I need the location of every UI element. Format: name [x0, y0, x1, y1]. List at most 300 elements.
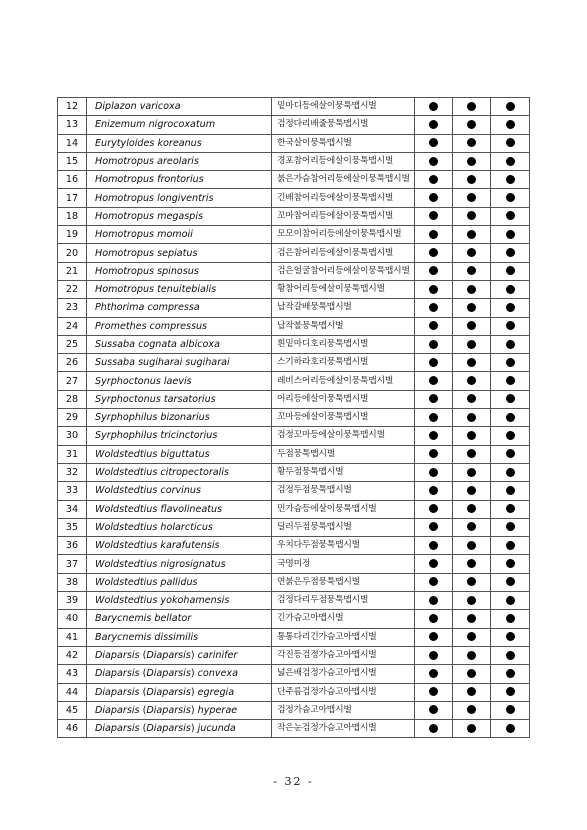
row-number: 31 [58, 445, 87, 463]
presence-cell-2 [453, 207, 491, 225]
table-row [58, 226, 530, 244]
presence-cell-3 [491, 500, 530, 518]
filled-circle-icon [429, 705, 438, 714]
scientific-name: Homotropus frontorius [87, 171, 272, 189]
presence-cell-2 [453, 262, 491, 280]
table-row [58, 646, 530, 664]
presence-cell-1 [415, 390, 453, 408]
korean-name: 각진등검정가슴고아맵시벌 [272, 646, 415, 664]
table-row [58, 244, 530, 262]
filled-circle-icon [429, 193, 438, 202]
presence-cell-2 [453, 244, 491, 262]
presence-cell-3 [491, 299, 530, 317]
presence-cell-3 [491, 152, 530, 170]
presence-cell-1 [415, 134, 453, 152]
presence-cell-2 [453, 592, 491, 610]
presence-cell-2 [453, 390, 491, 408]
presence-cell-2 [453, 189, 491, 207]
scientific-name: Diaparsis (Diaparsis) egregia [87, 683, 272, 701]
table-row [58, 98, 530, 116]
scientific-name: Woldstedtius corvinus [87, 482, 272, 500]
presence-cell-3 [491, 262, 530, 280]
table-row [58, 537, 530, 555]
filled-circle-icon [429, 175, 438, 184]
filled-circle-icon [467, 230, 476, 239]
row-number: 42 [58, 646, 87, 664]
table-row [58, 500, 530, 518]
filled-circle-icon [506, 175, 515, 184]
filled-circle-icon [506, 248, 515, 257]
presence-cell-1 [415, 244, 453, 262]
row-number: 13 [58, 116, 87, 134]
presence-cell-3 [491, 646, 530, 664]
presence-cell-1 [415, 720, 453, 738]
presence-cell-1 [415, 152, 453, 170]
filled-circle-icon [429, 541, 438, 550]
row-number: 25 [58, 335, 87, 353]
row-number: 26 [58, 354, 87, 372]
filled-circle-icon [467, 413, 476, 422]
presence-cell-2 [453, 701, 491, 719]
filled-circle-icon [429, 614, 438, 623]
table-row [58, 207, 530, 225]
presence-cell-3 [491, 189, 530, 207]
scientific-name: Woldstedtius flavolineatus [87, 500, 272, 518]
filled-circle-icon [506, 266, 515, 275]
table-row [58, 720, 530, 738]
presence-cell-2 [453, 226, 491, 244]
filled-circle-icon [467, 102, 476, 111]
presence-cell-1 [415, 628, 453, 646]
filled-circle-icon [506, 669, 515, 678]
subgenus-paren: ) [190, 668, 195, 680]
filled-circle-icon [506, 522, 515, 531]
presence-cell-1 [415, 500, 453, 518]
korean-name: 딜러두점뭉툭맵시벌 [272, 518, 415, 536]
filled-circle-icon [506, 614, 515, 623]
filled-circle-icon [467, 211, 476, 220]
table-row [58, 592, 530, 610]
filled-circle-icon [506, 724, 515, 733]
presence-cell-3 [491, 463, 530, 481]
filled-circle-icon [506, 559, 515, 568]
scientific-name: Syrphoctonus tarsatorius [87, 390, 272, 408]
korean-name: 통통다리긴가슴고아맵시벌 [272, 628, 415, 646]
presence-cell-3 [491, 354, 530, 372]
filled-circle-icon [506, 376, 515, 385]
presence-cell-1 [415, 427, 453, 445]
subgenus-paren: ( [142, 686, 147, 698]
korean-name: 레비스어리등에살이뭉툭맵시벌 [272, 372, 415, 390]
filled-circle-icon [506, 705, 515, 714]
filled-circle-icon [506, 340, 515, 349]
presence-cell-1 [415, 482, 453, 500]
presence-cell-2 [453, 372, 491, 390]
presence-cell-2 [453, 573, 491, 591]
scientific-name: Syrphoctonus laevis [87, 372, 272, 390]
presence-cell-1 [415, 116, 453, 134]
presence-cell-2 [453, 463, 491, 481]
filled-circle-icon [429, 651, 438, 660]
row-number: 30 [58, 427, 87, 445]
filled-circle-icon [506, 157, 515, 166]
filled-circle-icon [429, 577, 438, 586]
presence-cell-3 [491, 537, 530, 555]
row-number: 33 [58, 482, 87, 500]
presence-cell-3 [491, 683, 530, 701]
scientific-name: Homotropus areolaris [87, 152, 272, 170]
presence-cell-1 [415, 683, 453, 701]
presence-cell-1 [415, 98, 453, 116]
filled-circle-icon [467, 687, 476, 696]
filled-circle-icon [506, 193, 515, 202]
table-row [58, 518, 530, 536]
presence-cell-1 [415, 646, 453, 664]
korean-name: 국명미정 [272, 555, 415, 573]
table-row [58, 445, 530, 463]
korean-name: 모모이참어리등에살이뭉툭맵시벌 [272, 226, 415, 244]
table-row [58, 573, 530, 591]
filled-circle-icon [467, 522, 476, 531]
korean-name: 경포참어리등에살이뭉툭맵시벌 [272, 152, 415, 170]
filled-circle-icon [506, 687, 515, 696]
presence-cell-2 [453, 555, 491, 573]
filled-circle-icon [467, 651, 476, 660]
filled-circle-icon [467, 358, 476, 367]
filled-circle-icon [467, 285, 476, 294]
row-number: 32 [58, 463, 87, 481]
presence-cell-1 [415, 262, 453, 280]
row-number: 43 [58, 665, 87, 683]
korean-name: 두점뭉툭맵시벌 [272, 445, 415, 463]
presence-cell-1 [415, 372, 453, 390]
presence-cell-2 [453, 152, 491, 170]
table-row [58, 701, 530, 719]
filled-circle-icon [429, 266, 438, 275]
filled-circle-icon [429, 413, 438, 422]
page-number: - 32 - [273, 775, 314, 788]
table-row [58, 482, 530, 500]
presence-cell-2 [453, 354, 491, 372]
presence-cell-2 [453, 171, 491, 189]
filled-circle-icon [467, 468, 476, 477]
presence-cell-1 [415, 207, 453, 225]
filled-circle-icon [467, 559, 476, 568]
presence-cell-3 [491, 280, 530, 298]
scientific-name: Homotropus longiventris [87, 189, 272, 207]
presence-cell-1 [415, 299, 453, 317]
table-row [58, 427, 530, 445]
table-row [58, 335, 530, 353]
presence-cell-2 [453, 628, 491, 646]
korean-name: 연붉은두점뭉툭맵시벌 [272, 573, 415, 591]
presence-cell-3 [491, 628, 530, 646]
korean-name: 작은눈검정가슴고아맵시벌 [272, 720, 415, 738]
filled-circle-icon [506, 120, 515, 129]
presence-cell-1 [415, 189, 453, 207]
filled-circle-icon [429, 724, 438, 733]
filled-circle-icon [506, 102, 515, 111]
presence-cell-1 [415, 518, 453, 536]
korean-name: 긴배참어리등에살이뭉툭맵시벌 [272, 189, 415, 207]
korean-name: 검정두점뭉툭맵시벌 [272, 482, 415, 500]
presence-cell-1 [415, 171, 453, 189]
table-row [58, 409, 530, 427]
species-table [57, 97, 530, 738]
korean-name: 한국살이뭉툭맵시벌 [272, 134, 415, 152]
row-number: 45 [58, 701, 87, 719]
row-number: 21 [58, 262, 87, 280]
filled-circle-icon [429, 449, 438, 458]
filled-circle-icon [506, 394, 515, 403]
presence-cell-2 [453, 482, 491, 500]
row-number: 28 [58, 390, 87, 408]
presence-cell-3 [491, 573, 530, 591]
presence-cell-2 [453, 317, 491, 335]
filled-circle-icon [467, 138, 476, 147]
table-row [58, 299, 530, 317]
filled-circle-icon [506, 431, 515, 440]
presence-cell-1 [415, 665, 453, 683]
filled-circle-icon [467, 449, 476, 458]
filled-circle-icon [506, 230, 515, 239]
row-number: 23 [58, 299, 87, 317]
presence-cell-1 [415, 317, 453, 335]
row-number: 40 [58, 610, 87, 628]
filled-circle-icon [506, 211, 515, 220]
row-number: 24 [58, 317, 87, 335]
filled-circle-icon [506, 413, 515, 422]
korean-name: 납작갈배뭉툭맵시벌 [272, 299, 415, 317]
filled-circle-icon [467, 614, 476, 623]
korean-name: 어리등에살이뭉툭맵시벌 [272, 390, 415, 408]
scientific-name: Syrphophilus tricinctorius [87, 427, 272, 445]
subgenus-paren: ( [142, 704, 147, 716]
filled-circle-icon [506, 303, 515, 312]
scientific-name: Diaparsis (Diaparsis) convexa [87, 665, 272, 683]
presence-cell-3 [491, 720, 530, 738]
presence-cell-2 [453, 537, 491, 555]
korean-name: 단주름검정가슴고아맵시벌 [272, 683, 415, 701]
subgenus-paren: ( [142, 650, 147, 662]
row-number: 20 [58, 244, 87, 262]
presence-cell-3 [491, 244, 530, 262]
presence-cell-3 [491, 207, 530, 225]
scientific-name: Promethes compressus [87, 317, 272, 335]
scientific-name: Homotropus sepiatus [87, 244, 272, 262]
presence-cell-1 [415, 592, 453, 610]
table-row [58, 116, 530, 134]
filled-circle-icon [467, 248, 476, 257]
subgenus-paren: ) [190, 686, 195, 698]
row-number: 15 [58, 152, 87, 170]
filled-circle-icon [467, 266, 476, 275]
table-row [58, 152, 530, 170]
filled-circle-icon [467, 303, 476, 312]
presence-cell-3 [491, 409, 530, 427]
korean-name: 검정다리배줄뭉툭맵시벌 [272, 116, 415, 134]
filled-circle-icon [467, 705, 476, 714]
presence-cell-3 [491, 610, 530, 628]
filled-circle-icon [467, 541, 476, 550]
row-number: 17 [58, 189, 87, 207]
korean-name: 우치다두점뭉툭맵시벌 [272, 537, 415, 555]
row-number: 46 [58, 720, 87, 738]
scientific-name: Woldstedtius karafutensis [87, 537, 272, 555]
filled-circle-icon [467, 321, 476, 330]
presence-cell-3 [491, 372, 530, 390]
scientific-name: Homotropus megaspis [87, 207, 272, 225]
table-row [58, 372, 530, 390]
table-row [58, 390, 530, 408]
filled-circle-icon [429, 669, 438, 678]
table-row [58, 354, 530, 372]
filled-circle-icon [429, 376, 438, 385]
filled-circle-icon [429, 102, 438, 111]
scientific-name: Diaparsis (Diaparsis) hyperae [87, 701, 272, 719]
filled-circle-icon [467, 193, 476, 202]
korean-name: 흰밑마디호리뭉툭맵시벌 [272, 335, 415, 353]
korean-name: 검정가슴고아맵시벌 [272, 701, 415, 719]
row-number: 16 [58, 171, 87, 189]
filled-circle-icon [467, 431, 476, 440]
scientific-name: Enizemum nigrocoxatum [87, 116, 272, 134]
filled-circle-icon [429, 340, 438, 349]
presence-cell-3 [491, 317, 530, 335]
presence-cell-1 [415, 701, 453, 719]
filled-circle-icon [429, 120, 438, 129]
filled-circle-icon [506, 358, 515, 367]
filled-circle-icon [429, 687, 438, 696]
scientific-name: Woldstedtius pallidus [87, 573, 272, 591]
presence-cell-3 [491, 171, 530, 189]
table-row [58, 262, 530, 280]
row-number: 35 [58, 518, 87, 536]
presence-cell-2 [453, 98, 491, 116]
presence-cell-2 [453, 720, 491, 738]
filled-circle-icon [429, 248, 438, 257]
presence-cell-1 [415, 226, 453, 244]
filled-circle-icon [467, 596, 476, 605]
scientific-name: Diaparsis (Diaparsis) carinifer [87, 646, 272, 664]
scientific-name: Homotropus tenuitebialis [87, 280, 272, 298]
subgenus-paren: ) [190, 704, 195, 716]
filled-circle-icon [429, 632, 438, 641]
table-row [58, 610, 530, 628]
row-number: 41 [58, 628, 87, 646]
table-row [58, 628, 530, 646]
table-row [58, 280, 530, 298]
presence-cell-2 [453, 610, 491, 628]
korean-name: 황참어리등에살이뭉툭맵시벌 [272, 280, 415, 298]
filled-circle-icon [429, 358, 438, 367]
row-number: 34 [58, 500, 87, 518]
korean-name: 황두점뭉툭맵시벌 [272, 463, 415, 481]
filled-circle-icon [467, 632, 476, 641]
korean-name: 밑마디등에살이뭉툭맵시벌 [272, 98, 415, 116]
presence-cell-3 [491, 592, 530, 610]
korean-name: 민가슴등에살이뭉툭맵시벌 [272, 500, 415, 518]
scientific-name: Woldstedtius holarcticus [87, 518, 272, 536]
presence-cell-2 [453, 500, 491, 518]
filled-circle-icon [429, 138, 438, 147]
row-number: 12 [58, 98, 87, 116]
filled-circle-icon [506, 541, 515, 550]
filled-circle-icon [467, 376, 476, 385]
presence-cell-1 [415, 409, 453, 427]
presence-cell-1 [415, 610, 453, 628]
presence-cell-1 [415, 445, 453, 463]
presence-cell-3 [491, 665, 530, 683]
filled-circle-icon [467, 120, 476, 129]
filled-circle-icon [467, 340, 476, 349]
korean-name: 검은참어리등에살이뭉툭맵시벌 [272, 244, 415, 262]
scientific-name: Diplazon varicoxa [87, 98, 272, 116]
filled-circle-icon [467, 175, 476, 184]
presence-cell-2 [453, 445, 491, 463]
presence-cell-1 [415, 354, 453, 372]
korean-name: 검은얼굴참어리등에살이뭉툭맵시벌 [272, 262, 415, 280]
presence-cell-2 [453, 280, 491, 298]
filled-circle-icon [429, 394, 438, 403]
filled-circle-icon [429, 596, 438, 605]
filled-circle-icon [506, 468, 515, 477]
filled-circle-icon [506, 449, 515, 458]
presence-cell-2 [453, 299, 491, 317]
scientific-name: Woldstedtius yokohamensis [87, 592, 272, 610]
filled-circle-icon [429, 285, 438, 294]
korean-name: 검정다리두점뭉툭맵시벌 [272, 592, 415, 610]
korean-name: 넓은배검정가슴고아맵시벌 [272, 665, 415, 683]
table-row [58, 189, 530, 207]
row-number: 19 [58, 226, 87, 244]
row-number: 36 [58, 537, 87, 555]
filled-circle-icon [429, 522, 438, 531]
scientific-name: Woldstedtius nigrosignatus [87, 555, 272, 573]
presence-cell-2 [453, 683, 491, 701]
subgenus-paren: ( [142, 668, 147, 680]
table-row [58, 665, 530, 683]
filled-circle-icon [506, 486, 515, 495]
table-row [58, 463, 530, 481]
presence-cell-3 [491, 482, 530, 500]
filled-circle-icon [506, 632, 515, 641]
row-number: 22 [58, 280, 87, 298]
scientific-name: Woldstedtius citropectoralis [87, 463, 272, 481]
presence-cell-2 [453, 134, 491, 152]
scientific-name: Barycnemis dissimilis [87, 628, 272, 646]
presence-cell-3 [491, 116, 530, 134]
scientific-name: Woldstedtius biguttatus [87, 445, 272, 463]
row-number: 14 [58, 134, 87, 152]
korean-name: 붉은가슴참어리등에살이뭉툭맵시벌 [272, 171, 415, 189]
row-number: 39 [58, 592, 87, 610]
filled-circle-icon [429, 559, 438, 568]
presence-cell-1 [415, 280, 453, 298]
presence-cell-2 [453, 646, 491, 664]
table-row [58, 171, 530, 189]
filled-circle-icon [429, 468, 438, 477]
presence-cell-3 [491, 98, 530, 116]
presence-cell-2 [453, 427, 491, 445]
scientific-name: Diaparsis (Diaparsis) jucunda [87, 720, 272, 738]
scientific-name: Homotropus spinosus [87, 262, 272, 280]
filled-circle-icon [506, 596, 515, 605]
filled-circle-icon [467, 157, 476, 166]
filled-circle-icon [506, 651, 515, 660]
scientific-name: Sussaba sugiharai sugiharai [87, 354, 272, 372]
row-number: 37 [58, 555, 87, 573]
